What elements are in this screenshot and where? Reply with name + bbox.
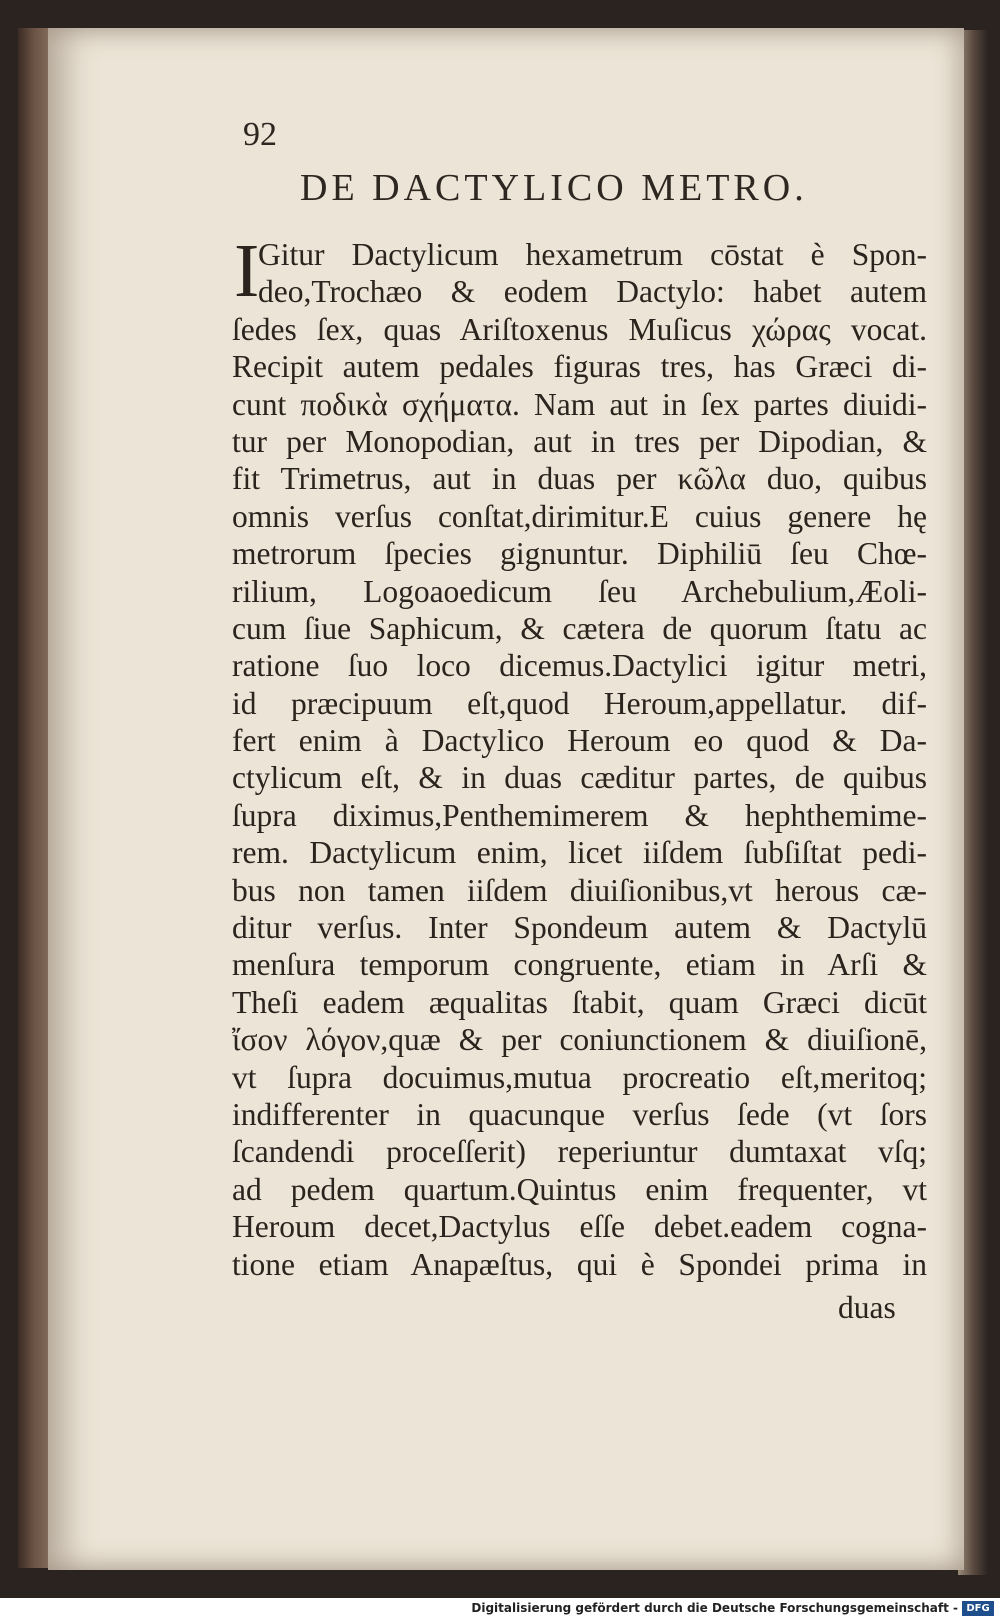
text-line: Heroum decet,Dactylus eſſe debet.eadem cogna- <box>232 1209 927 1245</box>
text-line: Gitur Dactylicum hexametrum cōstat è Spon- <box>258 237 927 272</box>
text-line: fert enim à Dactylico Heroum eo quod & Da- <box>232 723 927 759</box>
text-line: tur per Monopodian, aut in tres per Dipodian, & <box>232 423 927 459</box>
text-line: ἴσον λόγον,quæ & per coniunctionem & diuiſionē, <box>232 1022 927 1058</box>
text-line: ctylicum eſt, & in duas cæditur partes, de quibus <box>232 760 927 796</box>
text-line: cunt ποδικὰ σχήματα. Nam aut in ſex partes diuidi- <box>232 386 927 422</box>
running-header: DE DACTYLICO METRO. <box>300 167 808 209</box>
text-line: rilium, Logoaoedicum ſeu Archebulium,Æoli- <box>232 573 927 609</box>
text-line: rem. Dactylicum enim, licet iiſdem ſubſiſtat pedi- <box>232 835 927 871</box>
page-number: 92 <box>243 116 277 153</box>
text-line: omnis verſus conſtat,dirimitur.E cuius genere hę <box>232 498 927 534</box>
text-line: bus non tamen iiſdem diuiſionibus,vt herous cæ- <box>232 872 927 908</box>
text-line: Recipit autem pedales figuras tres, has Græci di- <box>232 349 927 385</box>
text-line: ditur verſus. Inter Spondeum autem & Dactylū <box>232 910 927 946</box>
text-line: ſedes ſex, quas Ariſtoxenus Muſicus χώρας vocat. <box>232 311 927 347</box>
text-line: Theſi eadem æqualitas ſtabit, quam Græci dicūt <box>232 984 927 1020</box>
text-line: vt ſupra docuimus,mutua procreatio eſt,meritoq; <box>232 1059 927 1095</box>
text-line: fit Trimetrus, aut in duas per κῶλα duo, quibus <box>232 461 927 497</box>
footer-credit: Digitalisierung gefördert durch die Deutsche Forschungsgemeinschaft - <box>471 1601 958 1615</box>
footer-bar <box>0 1598 1000 1620</box>
text-line: deo,Trochæo & eodem Dactylo: habet autem <box>258 274 927 310</box>
text-line: ad pedem quartum.Quintus enim frequenter, vt <box>232 1171 927 1207</box>
text-line: menſura temporum congruente, etiam in Arſi & <box>232 947 927 983</box>
text-line: tione etiam Anapæſtus, qui è Spondei prima in <box>232 1246 927 1282</box>
text-line: ratione ſuo loco dicemus.Dactylici igitur metri, <box>232 648 927 684</box>
catchword: duas <box>838 1290 896 1325</box>
dfg-logo-icon: DFG <box>962 1601 994 1616</box>
text-line: ſcandendi proceſſerit) reperiuntur dumtaxat vſq; <box>232 1134 927 1170</box>
text-line: metrorum ſpecies gignuntur. Diphiliū ſeu Chœ- <box>232 536 927 572</box>
text-line: id præcipuum eſt,quod Heroum,appellatur. dif- <box>232 685 927 721</box>
text-line: ſupra diximus,Penthemimerem & hephthemime- <box>232 797 927 833</box>
text-line: indifferenter in quacunque verſus ſede (vt ſors <box>232 1096 927 1132</box>
text-line: cum ſiue Saphicum, & cætera de quorum ſtatu ac <box>232 610 927 646</box>
drop-cap: I <box>234 229 260 313</box>
body-text <box>232 236 927 1283</box>
